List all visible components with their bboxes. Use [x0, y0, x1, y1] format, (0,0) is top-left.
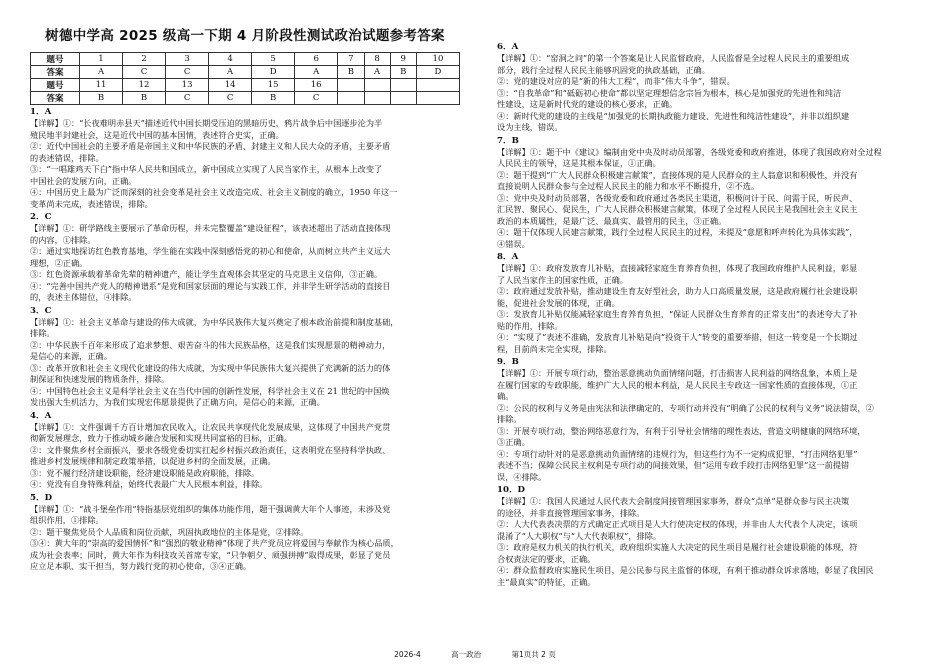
explanation-line: ②：通过实地探访红色教育基地，学生能在实践中深刻感悟党的初心和使命，从而树立共产主义远大: [30, 246, 391, 256]
explanation-line: ②：政府通过发放补贴，推动建设生育友好型社会，助力人口高质量发展，这是政府履行社会建设职: [497, 286, 858, 296]
answer-cell: B: [123, 92, 166, 105]
answer-row-label: 答案: [31, 92, 80, 105]
explanation-line: ③：“自我革命”和“砥砺初心使命”都以坚定理想信念宗旨为根本，核心是加强党的先进性和纯洁: [497, 87, 842, 98]
explanation-line: ③：政府是权力机关的执行机关，政府组织实施人大决定的民生项目是履行社会建设职能的体现，符: [497, 542, 858, 552]
explanation-line: ④：中国特色社会主义是科学社会主义在当代中国的创新性发展，科学社会主义在 21 世纪的中国焕: [30, 385, 390, 396]
answer-row-label: 题号: [31, 53, 80, 66]
explanation-line: ③：发放育儿补贴仅能减轻家庭生育养育负担，“保证人民群众生育养育的正常支出”的表述夸大了补: [497, 309, 858, 319]
explanation-line: 人民民主的领导，这是其根本保证，①正确。: [497, 158, 661, 168]
answer-cell: B: [252, 92, 295, 105]
explanation-line: 【详解】①：政府发放育儿补贴，直接减轻家庭生育养育负担，体现了我国政府维护人民利益，彰显: [497, 263, 858, 273]
question-block: [30, 493, 460, 573]
answer-cell: B: [80, 92, 123, 105]
explanation-line: ②：文件聚焦乡村全面振兴，要求各级党委切实扛起乡村振兴政治责任，这表明党在坚持科学执政、: [30, 444, 391, 455]
explanation-line: ③：红色资源承载着革命先辈的精神遗产，能让学生直观体会其坚定的马克思主义信仰，③正确。: [30, 269, 383, 279]
answer-cell: 10: [416, 53, 459, 66]
explanation-line: ④：群众监督政府实施民生项目，是公民参与民主监督的体现，有利于推动群众诉求落地，彰显了我国民: [497, 565, 874, 575]
explanation-line: 的途径，并非直接管理国家事务，排除。: [497, 507, 645, 518]
answer-value-row: [31, 66, 460, 79]
answer-cell: 11: [80, 79, 123, 92]
answer-row-label: 答案: [31, 66, 80, 79]
answer-cell: 8: [364, 53, 390, 66]
answer-cell: [390, 92, 416, 105]
explanation-line: 性建设，这是新时代党的建设的核心要求，正确。: [497, 99, 678, 109]
explanation-line: 的表述错误，排除。: [30, 152, 104, 163]
explanation-line: 【详解】①：我国人民通过人民代表大会制度间接管理国家事务，群众“点单”是群众参与民主决策: [497, 496, 850, 506]
question-number: 6．A: [497, 42, 519, 52]
answer-cell: D: [252, 66, 295, 79]
answer-value-row: [31, 92, 460, 105]
answer-cell: 2: [123, 53, 166, 66]
answer-cell: A: [80, 66, 123, 79]
question-number: 10．D: [497, 485, 526, 495]
explanation-line: ④错误。: [497, 238, 530, 249]
explanation-line: 表述不当；保障公民民主权利是专项行动的间接效果，但“运用专政手段打击网络犯罪”这一前提错: [497, 460, 850, 470]
explanation-line: 成为社会表率；同时，黄大年作为科技攻关首席专家，“只争朝夕、顽强拼搏”取得成果，彰显了党员: [30, 549, 391, 560]
explanation-line: ③正确。: [497, 437, 530, 447]
explanation-line: 政治的本质属性，是最广泛、最真实、最管用的民主，③正确。: [497, 215, 727, 226]
explanation-line: 的内容，①排除。: [30, 234, 96, 245]
left-question-list: [30, 107, 460, 573]
answer-cell: 15: [252, 79, 295, 92]
answer-cell: C: [123, 66, 166, 79]
question-block: [30, 107, 460, 210]
question-number: 5．D: [30, 492, 53, 503]
answer-cell: C: [166, 92, 209, 105]
question-block: [30, 306, 460, 409]
explanation-line: 殖民地半封建社会，这是近代中国的基本国情，表述符合史实，正确。: [30, 129, 284, 140]
question-number: 7．B: [497, 135, 519, 146]
explanation-line: ②：近代中国社会的主要矛盾是帝国主义和中华民族的矛盾、封建主义和人民大众的矛盾，主要矛盾: [30, 141, 391, 151]
explanation-line: 能，促进社会发展的体现，正确。: [497, 297, 620, 308]
explanation-line: ②：题干提到“广大人民群众积极建言献策”，直接体现的是人民群众的主人翁意识和积极性，并没有: [497, 169, 858, 180]
explanation-line: 应立足本职、实干担当，努力践行党的初心使命，③④正确。: [30, 561, 252, 571]
explanation-line: 排除。: [497, 414, 522, 424]
explanation-line: ④：“完善中国共产党人的精神谱系”是党和国家层面的理论与实践工作，并非学生研学活动的直接目: [30, 280, 391, 291]
answer-cell: C: [209, 92, 252, 105]
explanation-line: 了人民当家作主的国家性质，正确。: [497, 274, 629, 285]
explanation-line: 彻新发展理念，致力于推动城乡融合发展和实现共同富裕的目标，正确。: [30, 433, 293, 443]
explanation-line: 程，目前尚未完全实现，排除。: [497, 343, 612, 354]
question-number: 4．A: [30, 410, 52, 421]
answer-row-label: 题号: [31, 79, 80, 92]
question-number: 2．C: [30, 212, 52, 222]
explanation-line: 主“最真实”的特征，正确。: [497, 576, 596, 587]
answer-cell: 3: [166, 53, 209, 66]
explanation-line: 【详解】①：开展专项行动，整治恶意挑动负面情绪问题，打击损害人民利益的网络乱象，本质上是: [497, 368, 858, 378]
explanation-line: 【详解】①：题干中《建议》编制由党中央及时动员部署，各级党委和政府推进，体现了我国政府对全过程: [497, 146, 882, 157]
explanation-line: 设为主线，错误。: [497, 122, 563, 132]
answer-cell: 7: [338, 53, 364, 66]
question-block: [30, 212, 460, 304]
answer-cell: 5: [252, 53, 295, 66]
answer-cell: [416, 92, 459, 105]
explanation-line: ②：中华民族千百年来形成了追求梦想、艰苦奋斗的伟大民族品格，这是我们实现愿景的精神动力，: [30, 339, 391, 350]
right-column: [497, 40, 922, 588]
question-number: 8．A: [497, 252, 519, 262]
answer-cell: B: [338, 66, 364, 79]
explanation-line: 变革尚未完成，表述错误，排除。: [30, 198, 153, 209]
answer-cell: [390, 79, 416, 92]
explanation-line: 制保证和快速发展的物质条件，排除。: [30, 374, 170, 384]
explanation-line: 的，表述主体错位，④排除。: [30, 292, 137, 302]
answer-cell: 4: [209, 53, 252, 66]
explanation-line: 直接说明人民群众参与全过程人民民主的能力和水平不断提升，②不选。: [497, 181, 760, 191]
explanation-line: ④：“实现了”表述不准确，发放育儿补贴是向“投资于人”转变的重要举措，但这一转变是一个长期过: [497, 332, 858, 342]
answer-cell: B: [390, 66, 416, 79]
answer-cell: [364, 92, 390, 105]
explanation-line: 排除。: [30, 328, 55, 338]
explanation-line: 【详解】①：研学路线主要展示了革命历程，并未完整覆盖“建设征程”，该表述超出了活动直接体现: [30, 223, 391, 233]
answer-cell: 9: [390, 53, 416, 66]
answer-cell: A: [209, 66, 252, 79]
explanation-line: ②：人大代表表决票的方式确定正式项目是人大行使决定权的体现，并非由人大代表个人决定，该项: [497, 519, 858, 529]
answer-cell: [416, 79, 459, 92]
question-number: 9．B: [497, 357, 519, 367]
explanation-line: 误，④排除。: [497, 471, 547, 482]
answer-cell: [364, 79, 390, 92]
answer-cell: 12: [123, 79, 166, 92]
answer-cell: [338, 92, 364, 105]
explanation-line: ②：公民的权利与义务是由宪法和法律确定的，专项行动并没有“明确了公民的权利与义务”说法错误，②: [497, 402, 874, 413]
answer-cell: A: [364, 66, 390, 79]
explanation-line: 合权责法定的要求，正确。: [497, 553, 596, 564]
answer-cell: 16: [295, 79, 338, 92]
answer-number-row: [31, 79, 460, 92]
explanation-line: 混淆了“人大职权”与“人大代表职权”，排除。: [497, 530, 662, 541]
explanation-line: ③：开展专项行动，整治网络恶意行为，有利于引导社会情绪的理性表达，营造文明健康的网络环境，: [497, 425, 866, 436]
explanation-line: 【详解】①：“窑洞之问”的第一个答案是让人民监督政府，人民监督是全过程人民民主的重要组成: [497, 53, 850, 63]
explanation-line: 理想，②正确。: [30, 257, 88, 268]
explanation-line: ③：改革开放和社会主义现代化建设的伟大成就，为实现中华民族伟大复兴提供了充满新的活力的体: [30, 362, 391, 373]
footer-page: 第1页共 2 页: [511, 650, 556, 659]
question-block: [497, 485, 922, 588]
explanation-line: 【详解】①：“战斗堡垒作用”特指基层党组织的集体功能作用，题干强调黄大年个人事迹，未涉及党: [30, 503, 391, 514]
explanation-line: ②：党的建设对应的是“新的伟大工程”，而非“伟大斗争”，错误。: [497, 76, 735, 86]
explanation-line: ③：党中央及时动员部署，各级党委和政府通过各类民主渠道，积极问计于民、问需于民，听民声、: [497, 192, 858, 203]
explanation-line: 推进乡村发展规律和制定政策举措，以促进乡村的全面发展，正确。: [30, 456, 276, 466]
explanation-line: 【详解】①：文件强调千方百计增加农民收入，让农民共享现代化发展成果，这体现了中国共产党贯: [30, 421, 391, 432]
explanation-line: ④：专项行动针对的是恶意挑动负面情绪的违规行为，但这些行为不一定构成犯罪，“打击网络犯罪”: [497, 448, 858, 459]
answer-number-row: [31, 53, 460, 66]
explanation-line: 组织作用，①排除。: [30, 515, 104, 525]
explanation-line: 中国社会的发展方向，正确。: [30, 175, 137, 186]
explanation-line: 【详解】①：“长夜难明赤县天”描述近代中国长期受压迫的黑暗历史，鸦片战争后中国逐步沦为半: [30, 118, 383, 128]
answer-cell: 1: [80, 53, 123, 66]
explanation-line: ③：党不履行经济建设职能，经济建设职能是政府职能，排除。: [30, 467, 260, 478]
answer-cell: 13: [166, 79, 209, 92]
explanation-line: ④：新时代党的建设的主线是“加强党的长期执政能力建设、先进性和纯洁性建设”，并非以组织建: [497, 110, 850, 121]
explanation-line: 发出强大生机活力，为我们实现宏伟愿景提供了正确方向，是信心的来源，正确。: [30, 397, 325, 407]
question-number: 3．C: [30, 305, 52, 316]
explanation-line: 在履行国家的专政职能，维护广大人民的根本利益，是人民民主专政这一国家性质的直接体现，①正: [497, 379, 858, 390]
explanation-line: ④：题干仅体现人民建言献策，践行全过程人民民主的过程，未提及“意愿和呼声转化为具体实践”，: [497, 227, 858, 237]
explanation-line: 【详解】①：社会主义革命与建设的伟大成就，为中华民族伟大复兴奠定了根本政治前提和制度基础，: [30, 316, 399, 327]
question-block: [497, 42, 922, 134]
question-number: 1．A: [30, 107, 52, 117]
explanation-line: ③④：黄大年的“崇高的爱国情怀”和“强烈的敬业精神”体现了共产党员应将爱国与奉献作为核心品质，: [30, 538, 399, 548]
answer-cell: 6: [295, 53, 338, 66]
right-question-list: [497, 42, 922, 588]
page-title: 树德中学高 2025 级高一下期 4 月阶段性测试政治试题参考答案: [45, 28, 445, 44]
explanation-line: ④：中国历史上最为广泛而深刻的社会变革是社会主义改造完成、社会主义制度的确立，1950 年这一: [30, 187, 398, 197]
answer-cell: C: [166, 66, 209, 79]
answer-cell: A: [295, 66, 338, 79]
explanation-line: 汇民智、聚民心、促民生，广大人民群众积极建言献策，体现了全过程人民民主是我国社会主义民主: [497, 204, 858, 214]
footer-subject: 高一政治: [451, 650, 482, 659]
explanation-line: ②：题干聚焦党员个人品质和岗位贡献，巩固执政地位的主体是党，②排除。: [30, 526, 309, 537]
explanation-line: 确。: [497, 391, 514, 401]
explanation-line: 贴的作用，排除。: [497, 320, 563, 331]
answer-table: [30, 52, 460, 105]
answer-cell: D: [416, 66, 459, 79]
explanation-line: 是信心的来源，正确。: [30, 351, 112, 361]
answer-cell: C: [295, 92, 338, 105]
question-block: [497, 252, 922, 355]
question-block: [497, 357, 922, 483]
page-footer: [0, 649, 950, 660]
answer-cell: 14: [209, 79, 252, 92]
footer-date: 2026-4: [394, 650, 421, 659]
explanation-line: 部分，践行全过程人民民主能够巩固党的执政基础，正确。: [497, 64, 710, 75]
left-column: [30, 10, 460, 573]
question-block: [30, 411, 460, 491]
answer-cell: [338, 79, 364, 92]
explanation-line: ③：“一唱雄鸡天下白”指中华人民共和国成立，新中国成立实现了人民当家作主，从根本上改变了: [30, 164, 383, 174]
question-block: [497, 136, 922, 251]
explanation-line: ④：党没有自身特殊利益，始终代表最广大人民根本利益，排除。: [30, 479, 268, 489]
